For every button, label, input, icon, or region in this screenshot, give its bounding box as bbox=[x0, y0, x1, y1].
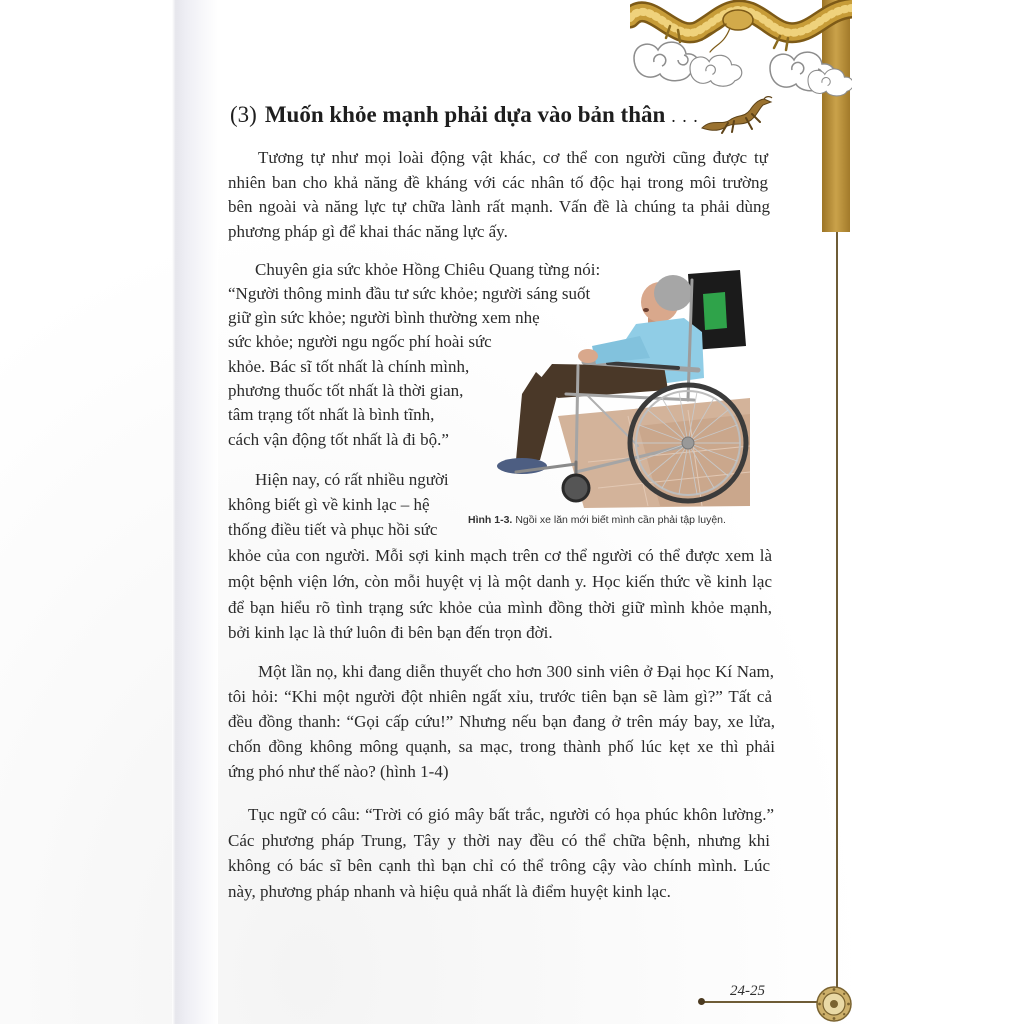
text-line: không có bác sĩ bên cạnh thì bạn chỉ có thể trông cậy vào chính mình. Lúc bbox=[228, 856, 770, 875]
text-line: Tục ngữ có câu: “Trời có gió mây bất trắc, người có họa phúc khôn lường.” bbox=[248, 805, 774, 824]
text-line: Tương tự như mọi loài động vật khác, cơ thể con người cũng được tự bbox=[258, 148, 768, 167]
page-edge-shadow bbox=[172, 0, 218, 1024]
text-line: này, phương pháp nhanh và hiệu quả nhất là điểm huyệt kinh lạc. bbox=[228, 882, 671, 901]
text-line: khỏe của con người. Mỗi sợi kinh mạch trên cơ thể người có thể được xem là bbox=[228, 546, 772, 565]
gold-band bbox=[822, 0, 850, 232]
text-line: Các phương pháp Trung, Tây y thời nay đều có thể chữa bệnh, nhưng khi bbox=[228, 831, 770, 850]
text-line: khỏe. Bác sĩ tốt nhất là chính mình, bbox=[228, 357, 470, 376]
text-line: cách vận động tốt nhất là đi bộ.” bbox=[228, 430, 449, 449]
text-line: chốn đồng không mông quạnh, sa mạc, trong thành phố lúc kẹt xe thì phải bbox=[228, 737, 775, 756]
figure-label: Hình 1-3. bbox=[468, 514, 513, 526]
page-number: 24-25 bbox=[730, 983, 765, 999]
text-line: ứng phó như thế nào? (hình 1-4) bbox=[228, 762, 449, 781]
text-line: Chuyên gia sức khỏe Hồng Chiêu Quang từng nói: bbox=[255, 260, 601, 279]
cloud-swirls bbox=[634, 42, 852, 96]
text-line: thống điều tiết và phục hồi sức bbox=[228, 520, 438, 539]
footer-rule-dot bbox=[698, 998, 705, 1005]
text-line: để bạn hiểu rõ tình trạng sức khỏe của mình đồng thời giữ mình khỏe mạnh, bbox=[228, 598, 772, 617]
figure-caption bbox=[468, 513, 726, 527]
right-border-rule bbox=[836, 232, 838, 988]
text-line: phương thuốc tốt nhất là thời gian, bbox=[228, 381, 464, 400]
section-title-dots: . . . bbox=[671, 106, 699, 126]
text-line: một bệnh viện lớn, còn mỗi huyệt vị là một danh y. Học kiến thức về kinh lạc bbox=[228, 572, 772, 591]
text-line: phương pháp gì để khai thác năng lực ấy. bbox=[228, 222, 508, 241]
text-line: Một lần nọ, khi đang diễn thuyết cho hơn 300 sinh viên ở Đại học Kí Nam, bbox=[258, 662, 774, 681]
text-line: sức khỏe; người ngu ngốc phí hoài sức bbox=[228, 332, 492, 351]
section-heading bbox=[230, 100, 699, 130]
wheelchair-photo bbox=[488, 266, 752, 514]
footer-rule bbox=[703, 1001, 818, 1003]
text-line: đều đồng thanh: “Gọi cấp cứu!” Nhưng nếu bạn đang ở trên máy bay, xe lửa, bbox=[228, 712, 775, 731]
text-line: tôi hỏi: “Khi một người đột nhiên ngất xỉu, trước tiên bạn sẽ làm gì?” Tất cả bbox=[228, 687, 772, 706]
text-line: bởi kinh lạc là thứ luôn đi bên bạn đến trọn đời. bbox=[228, 623, 553, 642]
text-line: “Người thông minh đầu tư sức khỏe; người sáng suốt bbox=[228, 284, 591, 303]
section-number: (3) bbox=[230, 102, 257, 127]
corner-emblem-icon bbox=[815, 985, 853, 1023]
text-line: tâm trạng tốt nhất là bình tĩnh, bbox=[228, 405, 435, 424]
text-line: không biết gì về kinh lạc – hệ bbox=[228, 495, 430, 514]
text-line: nhiên ban cho khả năng đề kháng với các nhân tố độc hại trong môi trường bbox=[228, 173, 768, 192]
figure-caption-text: Ngồi xe lăn mới biết mình cần phải tập luyện. bbox=[515, 514, 726, 526]
section-title: Muốn khỏe mạnh phải dựa vào bản thân bbox=[264, 102, 666, 127]
small-dragon-icon bbox=[700, 96, 774, 136]
text-line: giữ gìn sức khỏe; người bình thường xem nhẹ bbox=[228, 308, 540, 327]
text-line: Hiện nay, có rất nhiều người bbox=[255, 470, 449, 489]
text-line: bên ngoài và năng lực tự chữa lành rất mạnh. Vấn đề là chúng ta phải dùng bbox=[228, 197, 770, 216]
